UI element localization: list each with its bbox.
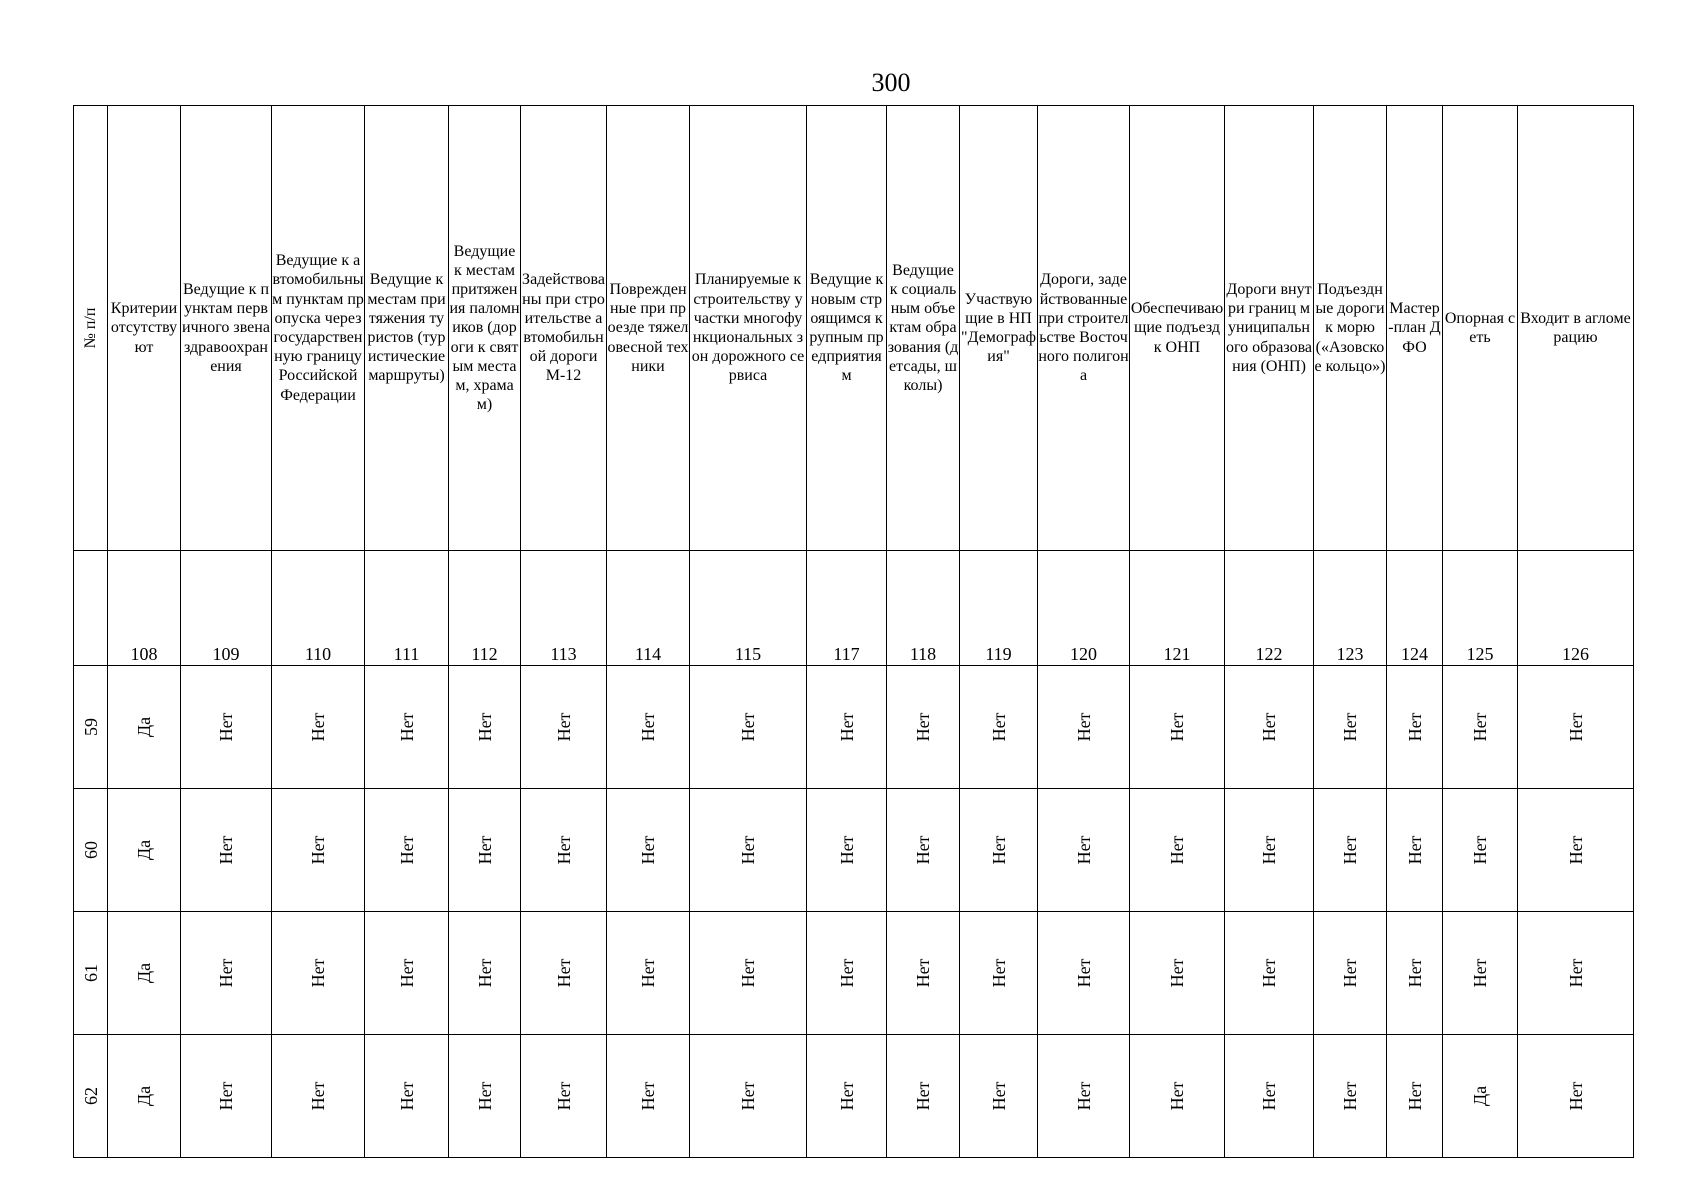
table-cell bbox=[1225, 1035, 1314, 1158]
column-number-cell: 124 bbox=[1387, 551, 1443, 666]
table-cell bbox=[690, 666, 807, 789]
cell-value: Нет bbox=[216, 712, 236, 742]
table-cell bbox=[181, 789, 272, 912]
cell-value: Нет bbox=[474, 1081, 495, 1111]
table-cell bbox=[887, 666, 960, 789]
cell-value: Нет bbox=[474, 712, 495, 742]
cell-value: Нет bbox=[1167, 835, 1187, 865]
column-number-cell: 108 bbox=[108, 551, 181, 666]
column-number-cell: 109 bbox=[181, 551, 272, 666]
table-cell bbox=[807, 789, 887, 912]
cell-value: Нет bbox=[1404, 958, 1425, 988]
cell-value: Нет bbox=[1340, 712, 1360, 742]
table-cell bbox=[1038, 1035, 1130, 1158]
table-cell bbox=[807, 912, 887, 1035]
table-cell bbox=[521, 666, 607, 789]
table-cell bbox=[449, 1035, 521, 1158]
table-cell bbox=[365, 789, 449, 912]
header-cell: Ведущие к местам притяжения паломников (дороги к святым местам, храмам) bbox=[449, 106, 521, 551]
cell-value: Нет bbox=[1259, 1081, 1279, 1111]
header-cell: Дороги, задействованные при строительстве Восточного полигона bbox=[1038, 106, 1130, 551]
row-number: 61 bbox=[80, 964, 101, 982]
cell-value: Нет bbox=[913, 1081, 933, 1111]
cell-value: Нет bbox=[216, 1081, 236, 1111]
table-cell bbox=[365, 666, 449, 789]
table-cell bbox=[1130, 789, 1225, 912]
cell-value: Нет bbox=[396, 1081, 417, 1111]
cell-value: Нет bbox=[638, 712, 658, 742]
header-cell: Планируемые к строительству участки многофункциональных зон дорожного сервиса bbox=[690, 106, 807, 551]
header-cell: Ведущие к пунктам первичного звена здравоохранения bbox=[181, 106, 272, 551]
table-cell bbox=[449, 912, 521, 1035]
table-cell bbox=[690, 1035, 807, 1158]
cell-value: Да bbox=[134, 839, 154, 861]
header-cell: Ведущие к автомобильным пунктам пропуска через государственную границу Российской Федерации bbox=[272, 106, 365, 551]
table-cell bbox=[607, 789, 690, 912]
row-number: 60 bbox=[80, 841, 101, 859]
table-cell bbox=[887, 1035, 960, 1158]
data-table bbox=[73, 105, 1634, 1158]
cell-value: Нет bbox=[988, 712, 1009, 742]
table-row bbox=[74, 666, 1634, 789]
cell-value: Нет bbox=[396, 958, 417, 988]
table-cell bbox=[1130, 1035, 1225, 1158]
cell-value: Нет bbox=[836, 958, 857, 988]
table-cell bbox=[365, 912, 449, 1035]
table-row bbox=[74, 1035, 1634, 1158]
cell-value: Нет bbox=[1470, 835, 1490, 865]
cell-value: Нет bbox=[1565, 958, 1586, 988]
table-cell bbox=[1387, 912, 1443, 1035]
table-cell bbox=[1038, 666, 1130, 789]
column-number-cell: 114 bbox=[607, 551, 690, 666]
cell-value: Да bbox=[134, 716, 154, 738]
cell-value: Нет bbox=[738, 1081, 758, 1111]
table-cell bbox=[1518, 1035, 1634, 1158]
table-cell bbox=[960, 666, 1038, 789]
table-cell bbox=[272, 1035, 365, 1158]
column-number-cell: 119 bbox=[960, 551, 1038, 666]
cell-value: Нет bbox=[1470, 712, 1490, 742]
cell-value: Нет bbox=[396, 835, 417, 865]
table-cell bbox=[181, 912, 272, 1035]
table-row bbox=[74, 912, 1634, 1035]
column-number-cell: 123 bbox=[1314, 551, 1387, 666]
row-number-cell bbox=[74, 666, 108, 789]
cell-value: Нет bbox=[1259, 958, 1279, 988]
cell-value: Нет bbox=[913, 835, 933, 865]
header-cell: Ведущие к социальным объектам образования (детсады, школы) bbox=[887, 106, 960, 551]
cell-value: Нет bbox=[1073, 1081, 1094, 1111]
table-cell bbox=[108, 666, 181, 789]
table-cell bbox=[1314, 666, 1387, 789]
cell-value: Нет bbox=[1167, 712, 1187, 742]
table-cell bbox=[1314, 1035, 1387, 1158]
table-cell bbox=[108, 1035, 181, 1158]
cell-value: Нет bbox=[1259, 712, 1279, 742]
cell-value: Нет bbox=[988, 958, 1009, 988]
cell-value: Нет bbox=[1340, 835, 1360, 865]
table-cell bbox=[272, 912, 365, 1035]
cell-value: Нет bbox=[1470, 958, 1490, 988]
header-cell: Входит в агломерацию bbox=[1518, 106, 1634, 551]
cell-value: Нет bbox=[216, 835, 236, 865]
page-number: 300 bbox=[871, 68, 911, 97]
cell-value: Нет bbox=[1073, 958, 1094, 988]
cell-value: Нет bbox=[1340, 1081, 1360, 1111]
cell-value: Нет bbox=[553, 835, 574, 865]
cell-value: Нет bbox=[738, 958, 758, 988]
table-cell bbox=[1038, 789, 1130, 912]
column-number-cell: 115 bbox=[690, 551, 807, 666]
cell-value: Нет bbox=[308, 835, 328, 865]
header-cell-number bbox=[74, 106, 108, 551]
column-number-cell: 126 bbox=[1518, 551, 1634, 666]
header-cell: Поврежденные при проезде тяжеловесной техники bbox=[607, 106, 690, 551]
column-number-cell: 125 bbox=[1443, 551, 1518, 666]
cell-value: Нет bbox=[738, 712, 758, 742]
row-number-cell bbox=[74, 912, 108, 1035]
cell-value: Нет bbox=[474, 958, 495, 988]
table-cell bbox=[1387, 789, 1443, 912]
cell-value: Нет bbox=[308, 958, 328, 988]
cell-value: Нет bbox=[308, 1081, 328, 1111]
table-row bbox=[74, 789, 1634, 912]
table-cell bbox=[449, 789, 521, 912]
column-number-cell: 110 bbox=[272, 551, 365, 666]
table-cell bbox=[690, 912, 807, 1035]
cell-value: Нет bbox=[738, 835, 758, 865]
cell-value: Нет bbox=[836, 712, 857, 742]
header-cell: Мастер-план ДФО bbox=[1387, 106, 1443, 551]
table-cell bbox=[108, 789, 181, 912]
table-cell bbox=[1443, 1035, 1518, 1158]
header-cell: Ведущие к местам притяжения туристов (туристические маршруты) bbox=[365, 106, 449, 551]
cell-value: Нет bbox=[988, 1081, 1009, 1111]
table-cell bbox=[1130, 912, 1225, 1035]
column-number-cell: 121 bbox=[1130, 551, 1225, 666]
table-cell bbox=[1225, 912, 1314, 1035]
table-cell bbox=[1314, 789, 1387, 912]
column-number-cell: 117 bbox=[807, 551, 887, 666]
table-cell bbox=[1130, 666, 1225, 789]
row-number-cell bbox=[74, 1035, 108, 1158]
table-cell bbox=[807, 1035, 887, 1158]
table-cell bbox=[1518, 666, 1634, 789]
cell-value: Нет bbox=[836, 835, 857, 865]
column-number-cell: 118 bbox=[887, 551, 960, 666]
table-cell bbox=[607, 666, 690, 789]
table-cell bbox=[181, 666, 272, 789]
cell-value: Нет bbox=[1404, 712, 1425, 742]
cell-value: Нет bbox=[1167, 1081, 1187, 1111]
cell-value: Нет bbox=[474, 835, 495, 865]
column-number-cell: 111 bbox=[365, 551, 449, 666]
table-cell bbox=[1225, 789, 1314, 912]
column-number-cell: 122 bbox=[1225, 551, 1314, 666]
cell-value: Да bbox=[134, 1085, 154, 1107]
cell-value: Нет bbox=[396, 712, 417, 742]
table-cell bbox=[1387, 1035, 1443, 1158]
header-cell: Ведущие к новым строящимся крупным предприятиям bbox=[807, 106, 887, 551]
header-cell: Критерии отсутствуют bbox=[108, 106, 181, 551]
table-cell bbox=[1443, 666, 1518, 789]
table-cell bbox=[1518, 789, 1634, 912]
cell-value: Нет bbox=[553, 1081, 574, 1111]
cell-value: Нет bbox=[638, 835, 658, 865]
table-cell bbox=[181, 1035, 272, 1158]
header-cell: Опорная сеть bbox=[1443, 106, 1518, 551]
table-cell bbox=[1518, 912, 1634, 1035]
table-cell bbox=[887, 789, 960, 912]
cell-value: Нет bbox=[836, 1081, 857, 1111]
cell-value: Нет bbox=[1073, 712, 1094, 742]
row-number: 59 bbox=[80, 718, 101, 736]
column-number-cell: 113 bbox=[521, 551, 607, 666]
table-cell bbox=[272, 666, 365, 789]
cell-value: Нет bbox=[913, 712, 933, 742]
header-cell: Дороги внутри границ муниципального образования (ОНП) bbox=[1225, 106, 1314, 551]
table-cell bbox=[607, 912, 690, 1035]
table-cell bbox=[960, 789, 1038, 912]
header-row bbox=[74, 106, 1634, 551]
header-cell: Обеспечивающие подъезд к ОНП bbox=[1130, 106, 1225, 551]
cell-value: Нет bbox=[1167, 958, 1187, 988]
cell-value: Да bbox=[1470, 1085, 1490, 1107]
header-cell: Участвующие в НП "Демография" bbox=[960, 106, 1038, 551]
cell-value: Нет bbox=[308, 712, 328, 742]
table-cell bbox=[1225, 666, 1314, 789]
table-cell bbox=[607, 1035, 690, 1158]
header-cell: Подъездные дороги к морю («Азовское кольцо») bbox=[1314, 106, 1387, 551]
table-cell bbox=[807, 666, 887, 789]
cell-value: Нет bbox=[553, 712, 574, 742]
table-cell bbox=[108, 912, 181, 1035]
table-cell bbox=[690, 789, 807, 912]
cell-value: Нет bbox=[913, 958, 933, 988]
cell-value: Нет bbox=[1073, 835, 1094, 865]
cell-value: Да bbox=[134, 962, 154, 984]
cell-value: Нет bbox=[1565, 712, 1586, 742]
row-number: 62 bbox=[80, 1087, 101, 1105]
table-cell bbox=[365, 1035, 449, 1158]
cell-value: Нет bbox=[553, 958, 574, 988]
table-cell bbox=[1443, 789, 1518, 912]
cell-value: Нет bbox=[1340, 958, 1360, 988]
table-cell bbox=[1038, 912, 1130, 1035]
table-cell bbox=[272, 789, 365, 912]
cell-value: Нет bbox=[1404, 1081, 1425, 1111]
cell-value: Нет bbox=[1565, 835, 1586, 865]
cell-value: Нет bbox=[1565, 1081, 1586, 1111]
table-cell bbox=[1387, 666, 1443, 789]
column-number-cell: 120 bbox=[1038, 551, 1130, 666]
table-cell bbox=[887, 912, 960, 1035]
column-number-row bbox=[74, 551, 1634, 666]
table-cell bbox=[521, 789, 607, 912]
cell-value: Нет bbox=[216, 958, 236, 988]
header-label-number: № п/п bbox=[81, 307, 99, 349]
table-cell bbox=[521, 912, 607, 1035]
row-number-cell bbox=[74, 789, 108, 912]
table-cell bbox=[449, 666, 521, 789]
table-cell bbox=[1443, 912, 1518, 1035]
cell-value: Нет bbox=[988, 835, 1009, 865]
table-cell bbox=[521, 1035, 607, 1158]
column-number-cell: 112 bbox=[449, 551, 521, 666]
column-number-cell-empty bbox=[74, 551, 108, 666]
cell-value: Нет bbox=[638, 958, 658, 988]
cell-value: Нет bbox=[638, 1081, 658, 1111]
table-cell bbox=[960, 1035, 1038, 1158]
cell-value: Нет bbox=[1404, 835, 1425, 865]
header-cell: Задействованы при строительстве автомобильной дороги М-12 bbox=[521, 106, 607, 551]
cell-value: Нет bbox=[1259, 835, 1279, 865]
data-rows bbox=[74, 666, 1634, 1158]
table-cell bbox=[1314, 912, 1387, 1035]
table-cell bbox=[960, 912, 1038, 1035]
